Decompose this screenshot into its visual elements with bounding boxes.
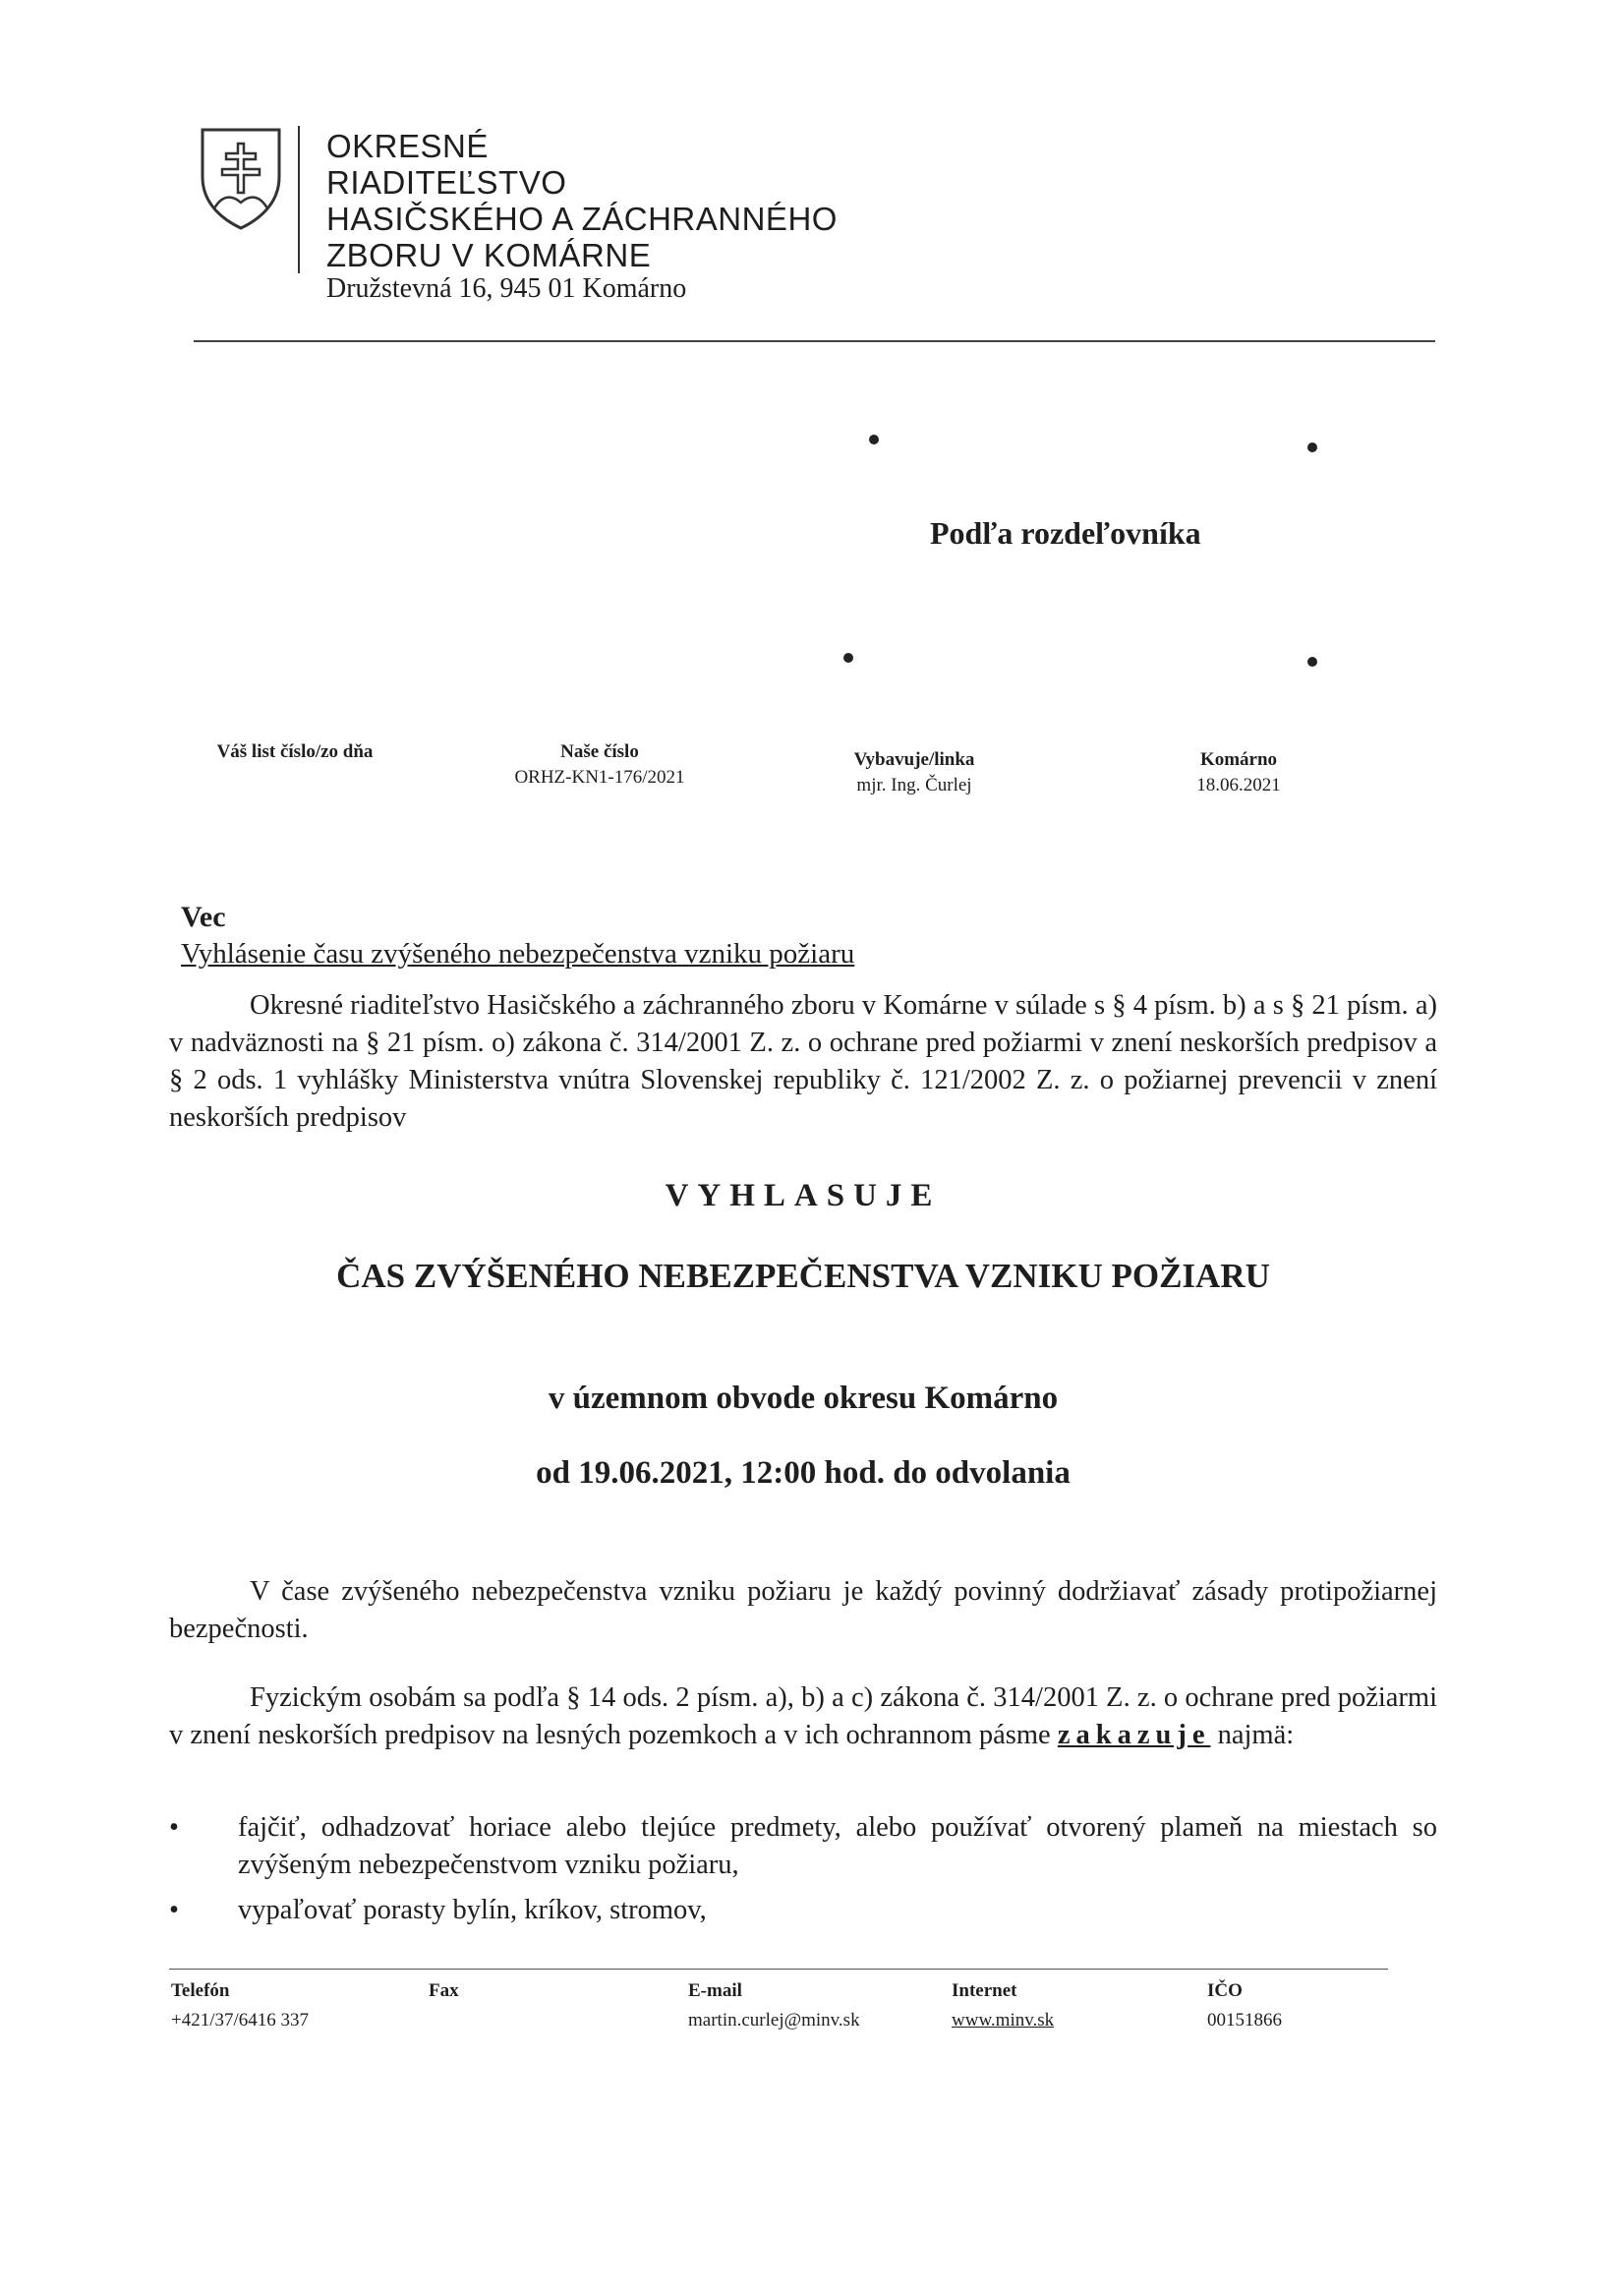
bullet-icon: • — [169, 1895, 179, 1925]
org-line: OKRESNÉ — [326, 128, 489, 164]
footer-web — [952, 1976, 1054, 2035]
footer-value: www.minv.sk — [952, 2010, 1055, 2031]
org-line: ZBORU V KOMÁRNE — [326, 237, 652, 273]
list-item-text: fajčiť, odhadzovať horiace alebo tlejúce predmety, alebo používať otvorený plameň na miestach so zvýšeným nebezpečenstvom vzniku požiaru, — [238, 1812, 1437, 1880]
org-line: HASIČSKÉHO A ZÁCHRANNÉHO — [326, 201, 838, 237]
footer-value: +421/37/6416 337 — [171, 2010, 310, 2031]
meta-label: Naše číslo — [560, 741, 639, 762]
meta-value: ORHZ-KN1-176/2021 — [514, 767, 685, 788]
prohibition-paragraph — [169, 1679, 1437, 1754]
duty-paragraph — [169, 1573, 1437, 1648]
footer-fax — [429, 1976, 459, 2006]
footer-rule — [169, 1969, 1388, 1970]
list-item — [169, 1809, 1437, 1888]
header-rule — [194, 340, 1435, 342]
declaration-verb: VYHLASUJE — [665, 1178, 942, 1213]
bullet-icon: • — [169, 1812, 179, 1843]
meta-label: Váš list číslo/zo dňa — [216, 741, 374, 762]
footer-value: martin.curlej@minv.sk — [688, 2010, 860, 2031]
footer-label: Internet — [952, 1980, 1017, 2001]
recipient: Podľa rozdeľovníka — [930, 515, 1201, 551]
footer-email — [688, 1976, 860, 2035]
list-item — [169, 1892, 1437, 1931]
declaration-area: v územnom obvode okresu Komárno — [548, 1381, 1059, 1416]
meta-label: Vybavuje/linka — [853, 749, 975, 770]
footer-label: E-mail — [688, 1980, 742, 2001]
fold-mark — [843, 653, 853, 663]
organization-name — [326, 128, 838, 273]
declaration-title: ČAS ZVÝŠENÉHO NEBEZPEČENSTVA VZNIKU POŽIARU — [336, 1257, 1270, 1295]
meta-label: Komárno — [1199, 749, 1278, 770]
emphasis-word: zakazuje — [1057, 1720, 1211, 1750]
footer-label: Telefón — [171, 1980, 230, 2001]
footer-ico — [1207, 1976, 1282, 2035]
meta-handled-by — [806, 747, 1022, 798]
intro-paragraph — [169, 987, 1437, 1137]
meta-place-date — [1140, 747, 1337, 798]
footer-label: Fax — [429, 1980, 459, 2001]
subject-text: Vyhlásenie času zvýšeného nebezpečenstva vzniku požiaru — [181, 938, 855, 970]
footer-phone — [171, 1976, 309, 2035]
footer-value: 00151866 — [1207, 2010, 1282, 2031]
meta-your-letter — [177, 739, 413, 765]
meta-our-number — [472, 739, 727, 791]
declaration-period: od 19.06.2021, 12:00 hod. do odvolania — [536, 1455, 1071, 1491]
paragraph-text: V čase zvýšeného nebezpečenstva vzniku požiaru je každý povinný dodržiavať zásady protipožiarnej bezpečnosti. — [169, 1576, 1437, 1644]
paragraph-tail: najmä: — [1217, 1720, 1295, 1750]
fold-mark — [869, 435, 879, 444]
coat-of-arms-icon — [197, 126, 285, 232]
organization-address: Družstevná 16, 945 01 Komárno — [326, 273, 687, 304]
subject-label: Vec — [181, 901, 226, 933]
paragraph-text — [169, 1679, 1437, 1754]
paragraph-body: Fyzickým osobám sa podľa § 14 ods. 2 písm. a), b) a c) zákona č. 314/2001 Z. z. o ochrane pred požiarmi v znení neskorších predpisov na lesných pozemkoch a v ich ochrannom pásme — [169, 1682, 1437, 1750]
meta-value: 18.06.2021 — [1196, 775, 1281, 795]
list-item-text: vypaľovať porasty bylín, kríkov, stromov, — [238, 1895, 707, 1925]
fold-mark — [1307, 442, 1317, 452]
org-line: RIADITEĽSTVO — [326, 164, 567, 201]
meta-value: mjr. Ing. Čurlej — [856, 775, 972, 795]
paragraph-text: Okresné riaditeľstvo Hasičského a záchranného zboru v Komárne v súlade s § 4 písm. b) a s § 21 písm. a) v nadväznosti na § 21 písm. o) zákona č. 314/2001 Z. z. o ochrane pred požiarmi v znení neskorších predpisov a § 2 ods. 1 vyhlášky Ministerstva vnútra Slovenskej republiky č. 121/2002 Z. z. o požiarnej prevencii v znení neskorších predpisov — [169, 990, 1437, 1133]
fold-mark — [1307, 657, 1317, 667]
header-divider — [298, 126, 300, 273]
footer-label: IČO — [1207, 1980, 1243, 2001]
